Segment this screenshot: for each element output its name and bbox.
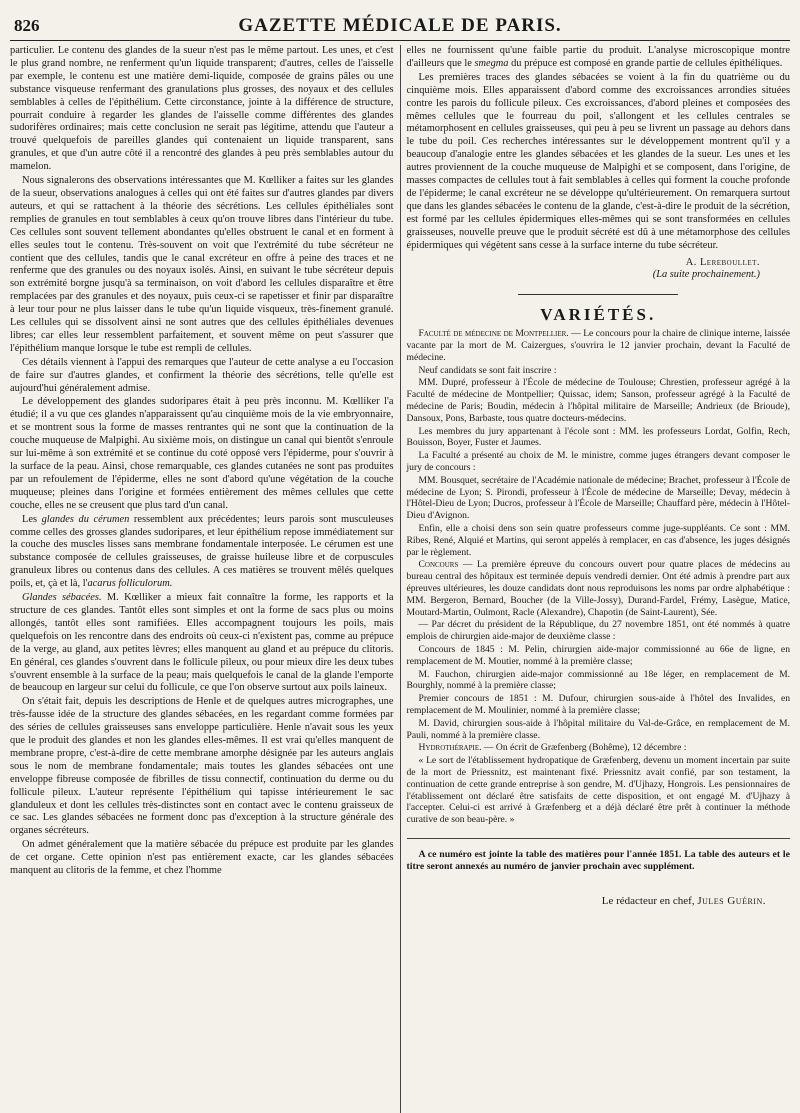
divider [518, 294, 678, 295]
paragraph: La Faculté a présenté au choix de M. le ministre, comme juges étrangers devant composer le jury de concours : [406, 450, 790, 473]
paragraph: Enfin, elle a choisi dens son sein quatre professeurs comme juge-suppléants. Ce sont : MM. Ribes, René, Alquié et Martins, qui seront appelés à remplacer, en cas d'absence, les juges désignés par le règlement. [406, 522, 790, 558]
paragraph: MM. Dupré, professeur à l'École de médecine de Toulouse; Chrestien, professeur agrégé à la Faculté de médecine de Montpellier; Quissac, idem; Sanson, professeur agrégé à la Faculté de médecine de Paris; Boudin, médecin à l'hôpital militaire de Marseille; Andrieux (de Brioude), Dansoux, Pons, Barbaste, tous quatre docteurs-médecins. [406, 377, 790, 424]
gazette-title: GAZETTE MÉDICALE DE PARIS. [238, 15, 562, 36]
continuation-note: (La suite prochainement.) [652, 269, 760, 281]
left-column [10, 45, 401, 1113]
paragraph: Le développement des glandes sudoripares était à peu près inconnu. M. Kœlliker l'a étudié; il a vu que ces glandes n'apparaissent qu'au cinquième mois de la vie embryonnaire, et se montrent sous la forme de masses rentrantes qui ne sont que la continuation de la couche muqueuse de Malpighi. Au sixième mois, on distingue un canal qui bientôt s'enroule sur lui-même à son extrémité et se continue du coté opposé vers l'épiderme, pour s'ouvrir à la surface de la peau. Ainsi, chose remarquable, ces glandes cutanées ne sont pas produites par un refoulement de l'épiderme, elles ne sont d'abord qu'une végétation de la couche muqueuse; pleines dans l'origine et formées entièrement des mêmes cellules que cette couche, elles ne se creusent que plus tard d'un canal. [10, 396, 394, 511]
table-notice: A ce numéro est jointe la table des matières pour l'année 1851. La table des auteurs et le titre seront annexés au numéro de janvier prochain avec supplément. [407, 838, 791, 873]
news-item-hydrotherapie: Hydrothérapie. — On écrit de Græfenberg (Bohême), 12 décembre : [418, 742, 687, 754]
right-column [401, 45, 791, 1113]
editor-line: Le rédacteur en chef, Jules Guérin. [601, 894, 766, 907]
emphasis: smegma [474, 57, 509, 69]
author-signature: A. Lereboullet. [685, 256, 760, 268]
paragraph: Concours de 1845 : M. Pelin, chirurgien aide-major commissionné au 66e de ligne, en remplacement de M. Moutier, nommé à la première classe; [406, 643, 790, 667]
paragraph: « Le sort de l'établissement hydropatique de Græfenberg, devenu un moment incertain par suite de la mort de Priessnitz, est maintenant fixé. Priessnitz avait confié, par son testament, la continuation de cette grande entreprise à son gendre, M. d'Ujhazy, Hongrois. Les pensionnaires de l'établissement ont déclaré être satisfaits de cette disposition, et ont engagé M. d'Ujhazy à l'accepter. Celui-ci est arrivé à Græfenberg et a déjà déclaré être prêt à continuer la méthode curative de son beau-père. » [406, 755, 790, 826]
emphasis: Glandes sébacées. [22, 592, 102, 604]
paragraph: On admet généralement que la matière sébacée du prépuce est produite par les glandes de cet organe. Cette opinion n'est pas entièrement exacte, car les glandes sébacées manquent au clitoris de la femme, et chez l'homme [10, 839, 394, 877]
paragraph-glandes-sebacees: Glandes sébacées. M. Kœlliker a mieux fait connaître la forme, les rapports et la structure de ces glandes. Tantôt elles sont simples et ont la forme de sacs plus ou moins allongés, tantôt elles sont ramifiées. Elles accompagnent toujours les poils, mais quelquefois on les rencontre dans des endroits où ceux-ci n'existent pas, comme au prépuce de la verge, au gland, aux petites lèvres; elles manquent au gland et au prépuce du clitoris. En général, ces glandes s'ouvrent dans le follicule pileux, ou pour mieux dire les deux tubes s'ouvrent ensemble à la surface de la peau; mais quelquefois le canal de la glande l'emporte de beaucoup en largeur sur celui du follicule, ce que l'on observe surtout aux poils laineux. [10, 592, 394, 694]
paragraph: Premier concours de 1851 : M. Dufour, chirurgien sous-aide à l'hôtel des Invalides, en remplacement de M. Moulinier, nommé à la première classe; [406, 693, 790, 716]
paragraph: Ces détails viennent à l'appui des remarques que l'auteur de cette analyse a eu l'occasion de faire sur d'autres glandes, et confirment la théorie des sécrétions, telle qu'elle est aujourd'hui généralement admise. [10, 356, 394, 394]
paragraph: On s'était fait, depuis les descriptions de Henle et de quelques autres micrographes, une très-fausse idée de la structure des glandes sébacées, en les regardant comme formées par des séries de cellules graisseuses sans enveloppe particulière. Henle n'avait sous les yeux que le produit des glandes et non les glandes elles-mêmes. Il est vrai qu'elles manquent de membrane propre, c'est-à-dire de cette membrane amorphe désignée par les auteurs anglais sous le nom de membrane fondamentale; mais toutes les glandes sébacées ont une enveloppe fibreuse composée de fibrilles de tissu connectif, continuation du derme ou du follicule pileux. L'auteur représente l'épithélium qui tapisse intérieurement le sac glanduleux et dont les cellules très-distinctes sont en contact avec le contenu graisseux de ce sac. Les glandes sébacées ne forment donc pas d'exception à la structure générale des organes sécréteurs. [10, 696, 394, 837]
paragraph: — Par décret du président de la République, du 27 novembre 1851, ont été nommés à quatre emplois de chirurgien aide-major de deuxième classe : [406, 619, 790, 643]
news-item-faculte: Faculté de médecine de Montpellier. — Le concours pour la chaire de clinique interne, laissée vacante par la mort de M. Caizergues, s'ouvrira le 12 janvier prochain, devant la Faculté de médecine. [406, 328, 790, 363]
paragraph: Les membres du jury appartenant à l'école sont : MM. les professeurs Lordat, Golfin, Rech, Bouisson, Boyer, Fuster et Jaumes. [406, 425, 790, 449]
emphasis: acarus folliculorum. [87, 578, 173, 590]
paragraph: Neuf candidats se sont fait inscrire : [418, 364, 557, 376]
paragraph: M. Fauchon, chirurgien aide-major commissionné au 18e léger, en remplacement de M. Bourghly, nommé à la première classe; [406, 668, 790, 692]
varietes-section [407, 328, 791, 826]
emphasis: glandes du cérumen [41, 513, 130, 525]
paragraph: Nous signalerons des observations intéressantes que M. Kœlliker a faites sur les glandes de la sueur, observations analogues à celles qui ont été faites sur d'autres glandes par divers auteurs, et qui se rattachent à la théorie des sécrétions. Les cellules épithéliales sont remplies de granules en tout semblables à ceux qu'on trouve libres dans l'intérieur du tube. Ces cellules sont souvent tellement abondantes qu'elles obstruent le canal et en forment à elles seules tout le contenu. Très-souvent on voit que l'extrémité du tube sécréteur ne contient que des cellules, tandis que le canal excréteur en offre à peine des traces et ne renferme que des granules ou des noyaux isolés. Ainsi, en suivant le tube sécréteur depuis son extrémité borgne jusqu'à sa terminaison, on voit d'abord les cellules disparaître et être remplacées par des granules et des noyaux, puis ceux-ci se rapetisser et finir par disparaître à leur tour pour ne plus laisser dans le tube qu'un liquide visqueux, très-finement granulé. Les cellules qui se dissolvent ainsi ne sont autres que des cellules épithéliales devenues libres; car elles leur ressemblent parfaitement, et souvent même on peut s'assurer que l'épithélium manque lorsque le tube est rempli de cellules. [10, 175, 394, 354]
page-header [10, 14, 790, 41]
paragraph: Les premières traces des glandes sébacées se voient à la fin du quatrième ou du cinquième mois. Elles apparaissent d'abord comme des excroissances arrondies situées contre les parois du follicule pileux. Ces excroissances, d'abord pleines et composées des mêmes cellules que le fourreau du poil, s'allongent et les cellules centrales se métamorphosent en cellules graisseuses, qui peu à peu se livrent un passage au dehors dans le tube du poil. Ces recherches intéressantes sur le développement montrent qu'il y a beaucoup d'analogie entre les glandes sébacées et les glandes de la sueur. Les unes et les autres proviennent de la couche muqueuse de Malpighi et se composent, dans l'origine, de masses compactes de cellules tout à fait semblables à celles qui forment la couche profonde de l'épiderme; le canal excréteur ne se développe qu'ultérieurement. On remarquera surtout que dans les glandes sébacées le contenu de la glande, c'est-à-dire le produit de la sécrétion, est formé par les cellules épidermiques elles-mêmes qui se sont transformées en cellules graisseuses, nouvelle preuve que le produit sécrété est dû à une métamorphose des cellules épidermiques qui végètent sans cesse à la surface interne du tube sécréteur. [406, 71, 790, 251]
news-item-concours: Concours — La première épreuve du concours ouvert pour quatre places de médecins au bureau central des hôpitaux est terminée depuis vendredi dernier. Ont été admis à prendre part aux épreuves ultérieures, les douze candidats dont nous reproduisons les noms par ordre alphabétique : MM. Bergeron, Bernard, Boucher (de la Ville-Jossy), Durand-Fardel, Frémy, Lasègue, Matice, Moutard-Martin, Oulmont, Racle (Alexandre), Chapotin (de Saint-Laurent), Sée. [406, 559, 790, 618]
paragraph: M. David, chirurgien sous-aide à l'hôpital militaire du Val-de-Grâce, en remplacement de M. Pauli, nommé à la première classe. [406, 717, 790, 741]
paragraph-cerumen: Les glandes du cérumen ressemblent aux précédentes; leurs parois sont musculeuses comme celles des grosses glandes sudoripares, et leur épithélium repose immédiatement sur la couche des muscles lisses sans membrane fondamentale interposée. Le cérumen est une substance composée de cellules graisseuses, de graisse huileuse libre et de corpuscules granuleux libres ou contenus dans des cellules. A ces matières se trouvent mêlés quelques poils, et, çà et là, l'acarus folliculorum. [10, 513, 394, 590]
paragraph: MM. Bousquet, secrétaire de l'Académie nationale de médecine; Brachet, professeur à l'École de médecine de Lyon; S. Pirondi, professeur à l'École de médecine de Marseille; Devay, médecin à l'Hôtel-Dieu de Lyon; Ducros, professeur à l'École de Marseille; Chauffard père, médecin à l'Hôtel-Dieu d'Avignon. [406, 474, 790, 522]
editor-name: Jules Guérin. [697, 894, 766, 907]
page-number: 826 [14, 16, 40, 35]
two-column-body [10, 45, 790, 1113]
section-title: VARIÉTÉS. [540, 305, 657, 325]
paragraph-smegma: elles ne fournissent qu'une faible partie du produit. L'analyse microscopique montre d'ailleurs que le smegma du prépuce est composé en grande partie de cellules épithéliques. [406, 45, 790, 69]
paragraph: particulier. Le contenu des glandes de la sueur n'est pas le même partout. Les unes, et c'est le plus grand nombre, ne renferment qu'un liquide transparent; d'autres, celles de l'aisselle par exemple, le contenu est une matière demi-liquide, composée de grains pâles ou une substance visqueuse renfermant des granulations plus grosses, des noyaux et des cellules semblables à celles de l'épithélium. Cette circonstance, jointe à la différence de structure, pourrait conduire à regarder les glandes de l'aisselle comme différentes des glandes sudorifères ordinaires; mais cette conclusion ne serait pas légitime, attendu que l'auteur a trouvé quelquefois de pareilles glandes qui contenaient un liquide transparent, sans granules, et que d'un autre côté il a rencontré des glandes à peu près semblables autour du mamelon. [10, 45, 394, 173]
